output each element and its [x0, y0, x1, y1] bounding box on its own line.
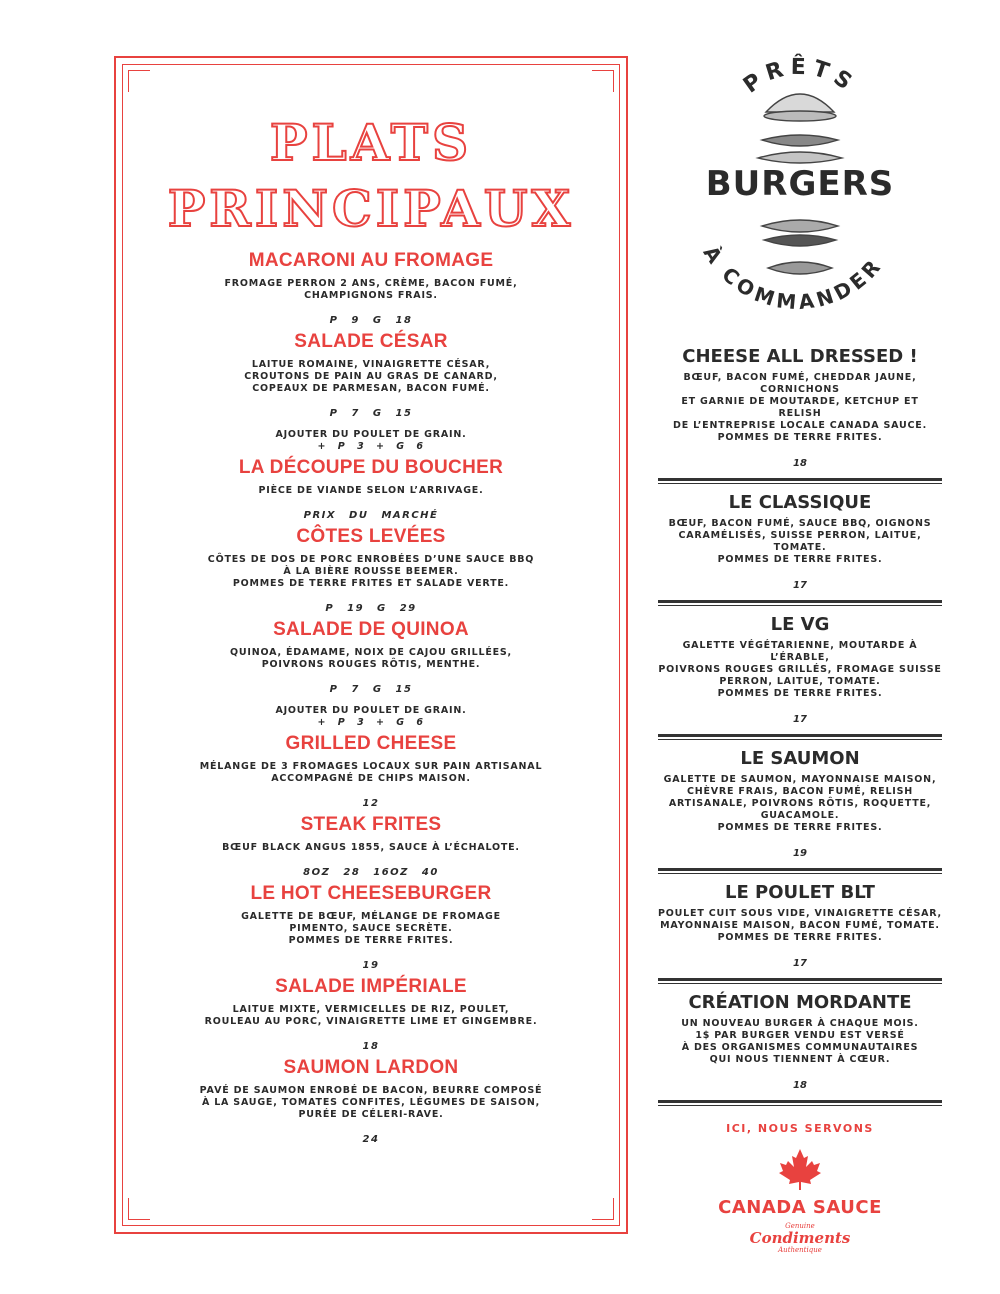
sponsor-brand: CANADA SAUCE [718, 1197, 882, 1218]
dish-item [150, 1057, 592, 1146]
burger-list [658, 346, 942, 1106]
dish-item [150, 883, 592, 972]
burger-divider [658, 478, 942, 484]
dish-list [150, 250, 592, 1146]
dish-name: LE HOT CHEESEBURGER [250, 883, 492, 904]
dish-description: MÉLANGE DE 3 FROMAGES LOCAUX SUR PAIN ARTISANAL ACCOMPAGNÉ DE CHIPS MAISON. [199, 761, 543, 784]
maple-leaf-icon [777, 1147, 823, 1191]
title-line-1: PLATS [269, 113, 473, 172]
dish-description: GALETTE DE BŒUF, MÉLANGE DE FROMAGE PIMENTO, SAUCE SECRÈTE. POMMES DE TERRE FRITES. [241, 911, 501, 946]
dish-price: P 19 G 29 [325, 603, 417, 614]
dish-description: LAITUE ROMAINE, VINAIGRETTE CÉSAR, CROUTONS DE PAIN AU GRAS DE CANARD, COPEAUX DE PARMESAN, BACON FUMÉ. [244, 359, 498, 394]
dish-name: SALADE IMPÉRIALE [275, 976, 467, 997]
dish-name: SALADE DE QUINOA [273, 619, 469, 640]
dish-price: P 9 G 18 [329, 315, 413, 326]
burger-price: 18 [793, 1080, 807, 1091]
burger-price: 19 [793, 848, 807, 859]
dish-description: PAVÉ DE SAUMON ENROBÉ DE BACON, BEURRE COMPOSÉ À LA SAUGE, TOMATES CONFITES, LÉGUMES DE SAISON, PURÉE DE CÉLERI-RAVE. [199, 1085, 543, 1120]
dish-extra-price: + P 3 + G 6 [317, 717, 425, 728]
burger-description: POULET CUIT SOUS VIDE, VINAIGRETTE CÉSAR, MAYONNAISE MAISON, BACON FUMÉ, TOMATE. POMMES DE TERRE FRITES. [658, 908, 942, 943]
dish-item [150, 457, 592, 522]
dish-price: P 7 G 15 [329, 408, 413, 419]
dish-item [150, 619, 592, 729]
logo-arc-bottom: À COMMANDER [698, 241, 888, 315]
title-line-2: PRINCIPAUX [167, 179, 575, 238]
dish-item [150, 331, 592, 453]
burger-divider [658, 1100, 942, 1106]
dish-price: P 7 G 15 [329, 684, 413, 695]
burger-item [658, 992, 942, 1106]
burger-price: 17 [793, 714, 807, 725]
dish-price: 18 [362, 1041, 380, 1052]
dish-price: 12 [362, 798, 380, 809]
burger-description: BŒUF, BACON FUMÉ, SAUCE BBQ, OIGNONS CARAMÉLISÉS, SUISSE PERRON, LAITUE, TOMATE. POMMES DE TERRE FRITES. [668, 518, 932, 565]
dish-description: FROMAGE PERRON 2 ANS, CRÈME, BACON FUMÉ, CHAMPIGNONS FRAIS. [224, 278, 518, 301]
dish-name: LA DÉCOUPE DU BOUCHER [238, 457, 504, 478]
burger-name: LE VG [770, 614, 830, 635]
burger-description: GALETTE DE SAUMON, MAYONNAISE MAISON, CHÈVRE FRAIS, BACON FUMÉ, RELISH ARTISANALE, POIVRONS RÔTIS, ROQUETTE, GUACAMOLE. POMMES DE TERRE FRITES. [663, 774, 937, 833]
dish-name: GRILLED CHEESE [285, 733, 457, 754]
dish-price: 8OZ 28 16OZ 40 [303, 867, 439, 878]
burgers-section [658, 40, 942, 1254]
burger-name: LE SAUMON [740, 748, 860, 769]
burger-name: LE POULET BLT [725, 882, 875, 903]
burger-item [658, 614, 942, 740]
burger-description: BŒUF, BACON FUMÉ, CHEDDAR JAUNE, CORNICHONS ET GARNIE DE MOUTARDE, KETCHUP ET RELISH DE L’ENTREPRISE LOCALE CANADA SAUCE. POMMES DE TERRE FRITES. [673, 372, 927, 443]
svg-text:À COMMANDER [699, 241, 888, 314]
dish-description: QUINOA, ÉDAMAME, NOIX DE CAJOU GRILLÉES, POIVRONS ROUGES RÔTIS, MENTHE. [230, 647, 512, 670]
burger-description: GALETTE VÉGÉTARIENNE, MOUTARDE À L’ÉRABLE, POIVRONS ROUGES GRILLÉS, FROMAGE SUISSE PERRON, LAITUE, TOMATE. POMMES DE TERRE FRITES. [658, 640, 942, 699]
sponsor-small-top: Genuine [785, 1222, 815, 1230]
burger-divider [658, 978, 942, 984]
logo-word: BURGERS [705, 164, 895, 204]
dish-description: PIÈCE DE VIANDE SELON L’ARRIVAGE. [258, 485, 484, 496]
dish-extra-text: AJOUTER DU POULET DE GRAIN. [275, 705, 467, 716]
burger-item [658, 346, 942, 484]
burger-name: LE CLASSIQUE [728, 492, 872, 513]
dish-extra-price: + P 3 + G 6 [317, 441, 425, 452]
burger-price: 17 [793, 958, 807, 969]
logo-arc-top: PRÊTS [739, 54, 861, 99]
dish-item [150, 250, 592, 327]
burgers-logo [658, 40, 942, 340]
burger-price: 18 [793, 458, 807, 469]
dish-description: LAITUE MIXTE, VERMICELLES DE RIZ, POULET, ROULEAU AU PORC, VINAIGRETTE LIME ET GINGEMBRE. [204, 1004, 538, 1027]
burger-divider [658, 734, 942, 740]
dish-description: CÔTES DE DOS DE PORC ENROBÉES D’UNE SAUCE BBQ À LA BIÈRE ROUSSE BEEMER. POMMES DE TERRE FRITES ET SALADE VERTE. [207, 554, 535, 589]
dish-extra [150, 429, 592, 453]
dish-item [150, 814, 592, 879]
dish-name: STEAK FRITES [300, 814, 442, 835]
dish-price: 24 [362, 1134, 380, 1145]
burger-item [658, 748, 942, 874]
dish-price: 19 [362, 960, 380, 971]
main-dishes-section [150, 110, 592, 1146]
burger-description: UN NOUVEAU BURGER À CHAQUE MOIS. 1$ PAR BURGER VENDU EST VERSÉ À DES ORGANISMES COMMUNAUTAIRES QUI NOUS TIENNENT À CŒUR. [681, 1018, 919, 1065]
dish-name: SALADE CÉSAR [294, 331, 448, 352]
dish-description: BŒUF BLACK ANGUS 1855, SAUCE À L’ÉCHALOTE. [222, 842, 520, 853]
burger-item [658, 882, 942, 984]
sponsor-block [658, 1122, 942, 1254]
sponsor-script: Condiments [749, 1229, 851, 1247]
dish-extra-text: AJOUTER DU POULET DE GRAIN. [275, 429, 467, 440]
dish-price: PRIX DU MARCHÉ [303, 510, 439, 521]
page-title [150, 110, 592, 242]
burger-name: CRÉATION MORDANTE [688, 992, 912, 1013]
burger-name: CHEESE ALL DRESSED ! [682, 346, 918, 367]
burger-price: 17 [793, 580, 807, 591]
dish-name: SAUMON LARDON [283, 1057, 459, 1078]
svg-text:PRÊTS [739, 54, 861, 99]
burger-item [658, 492, 942, 606]
dish-name: MACARONI AU FROMAGE [248, 250, 494, 271]
dish-item [150, 733, 592, 810]
sponsor-small-bottom: Authentique [778, 1246, 822, 1254]
dish-item [150, 976, 592, 1053]
dish-extra [150, 705, 592, 729]
dish-item [150, 526, 592, 615]
burger-divider [658, 600, 942, 606]
frame-corner-ornament [592, 1198, 614, 1220]
dish-name: CÔTES LEVÉES [296, 526, 446, 547]
sponsor-label: ICI, NOUS SERVONS [726, 1122, 874, 1135]
burger-divider [658, 868, 942, 874]
